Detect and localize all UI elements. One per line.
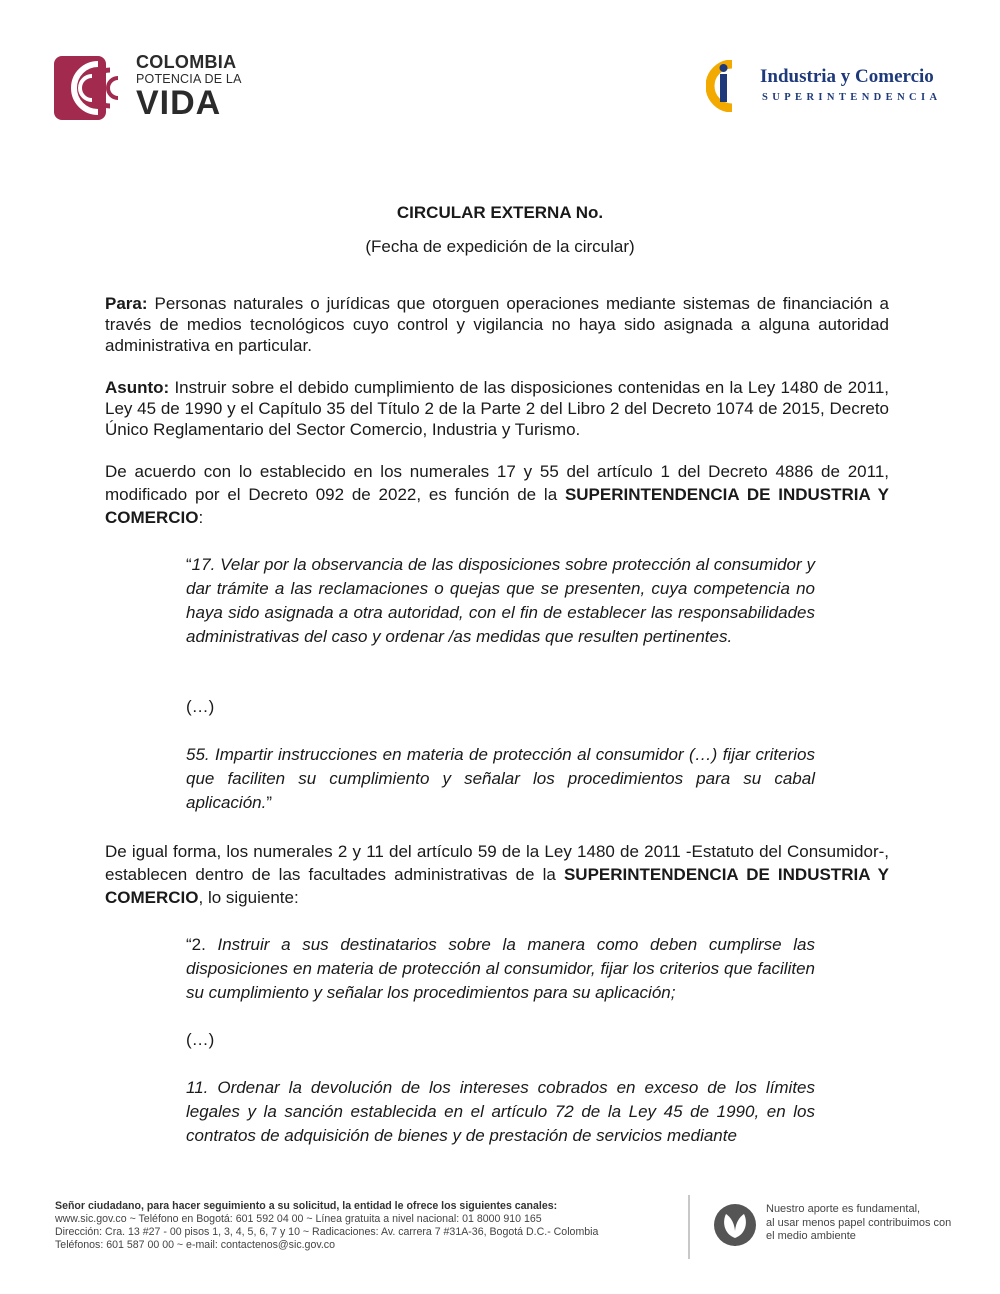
sic-logo-icon bbox=[706, 60, 756, 112]
quote-2-text: Instruir a sus destinatarios sobre la manera como deben cumplirse las disposiciones en materia de protección al consumidor, fijar los criterios que faciliten su cumplimiento y señalar los procedimientos para su aplicación; bbox=[186, 935, 815, 1002]
quote-55-text: 55. Impartir instrucciones en materia de protección al consumidor (…) fijar criterios que faciliten su cumplimiento y señalar los procedimientos para su cabal aplicación. bbox=[186, 745, 815, 812]
quote-2 bbox=[186, 933, 815, 1005]
quote-11 bbox=[186, 1076, 815, 1148]
footer-eco-message bbox=[766, 1203, 951, 1244]
colombia-potencia-de-la-vida-logo bbox=[54, 52, 254, 124]
paragraph-2-bold: SUPERINTENDENCIA DE INDUSTRIA Y COMERCIO bbox=[105, 865, 889, 907]
asunto-paragraph bbox=[105, 377, 889, 440]
footer-contact bbox=[55, 1200, 598, 1252]
ellipsis-1: (…) bbox=[186, 697, 215, 716]
document-title: CIRCULAR EXTERNA No. bbox=[396, 203, 604, 222]
eco-line-2: al usar menos papel contribuimos con bbox=[766, 1216, 952, 1229]
footer-divider bbox=[688, 1195, 690, 1259]
colombia-logo-line1: COLOMBIA bbox=[136, 52, 237, 72]
footer-line-2: Dirección: Cra. 13 #27 - 00 pisos 1, 3, 4, 5, 6, 7 y 10 ~ Radicaciones: Av. carrera 7 #31A-36, Bogotá D.C.- Colombia bbox=[55, 1226, 599, 1238]
paragraph-2-text: De igual forma, los numerales 2 y 11 del artículo 59 de la Ley 1480 de 2011 -Estatuto del Consumidor-, establecen dentro de las facultades administrativas de la bbox=[105, 842, 889, 884]
paragraph-1-bold: SUPERINTENDENCIA DE INDUSTRIA Y COMERCIO bbox=[105, 485, 889, 527]
colombia-logo-line2: POTENCIA DE LA bbox=[136, 72, 242, 86]
eco-line-1: Nuestro aporte es fundamental, bbox=[766, 1203, 921, 1215]
quote-55-close: ” bbox=[266, 793, 272, 812]
sic-logo-line1: Industria y Comercio bbox=[760, 66, 934, 87]
colombia-logo-line3: VIDA bbox=[136, 84, 222, 122]
eco-line-3: el medio ambiente bbox=[766, 1230, 856, 1242]
footer-line-1: www.sic.gov.co ~ Teléfono en Bogotá: 601 592 04 00 ~ Línea gratuita a nivel nacional: 01 8000 910 165 bbox=[55, 1213, 542, 1225]
paragraph-2-end: , lo siguiente: bbox=[198, 888, 299, 907]
colombia-logo-icon bbox=[54, 56, 124, 120]
footer-line-3: Teléfonos: 601 587 00 00 ~ e-mail: contactenos@sic.gov.co bbox=[55, 1239, 335, 1251]
para-text: Personas naturales o jurídicas que otorguen operaciones mediante sistemas de financiación a través de medios tecnológicos cuyo control y vigilancia no haya sido asignada a alguna autoridad administrativa en particular. bbox=[105, 294, 889, 355]
paragraph-1-end: : bbox=[198, 508, 204, 527]
para-paragraph bbox=[105, 293, 889, 356]
environment-leaf-icon bbox=[712, 1202, 758, 1254]
sic-logo-line2: SUPERINTENDENCIA bbox=[762, 92, 942, 103]
quote-17-text: 17. Velar por la observancia de las disposiciones sobre protección al consumidor y dar trámite a las reclamaciones o quejas que se presenten, cuya competencia no haya sido asignada a otra autoridad, con el fin de establecer las responsabilidades administrativas del caso y ordenar /as medidas que resulten pertinentes. bbox=[186, 555, 815, 646]
quote-55 bbox=[186, 743, 815, 815]
quote-2-open: “2. bbox=[186, 935, 206, 954]
quote-17-open: “ bbox=[186, 555, 192, 574]
paragraph-1 bbox=[105, 460, 889, 529]
footer-heading: Señor ciudadano, para hacer seguimiento a su solicitud, la entidad le ofrece los siguientes canales: bbox=[55, 1200, 558, 1212]
asunto-text: Instruir sobre el debido cumplimiento de las disposiciones contenidas en la Ley 1480 de 2011, Ley 45 de 1990 y el Capítulo 35 del Título 2 de la Parte 2 del Libro 2 del Decreto 1074 de 2015, Decreto Único Reglamentario del Sector Comercio, Industria y Turismo. bbox=[105, 378, 889, 439]
quote-17 bbox=[186, 553, 815, 649]
paragraph-1-text: De acuerdo con lo establecido en los numerales 17 y 55 del artículo 1 del Decreto 4886 de 2011, modificado por el Decreto 092 de 2022, es función de la bbox=[105, 462, 889, 504]
paragraph-2 bbox=[105, 840, 889, 909]
document-subtitle: (Fecha de expedición de la circular) bbox=[365, 237, 635, 256]
ellipsis-2: (…) bbox=[186, 1030, 215, 1049]
sic-logo bbox=[706, 60, 952, 114]
asunto-label: Asunto: bbox=[105, 378, 170, 397]
para-label: Para: bbox=[105, 294, 148, 313]
quote-11-text: 11. Ordenar la devolución de los intereses cobrados en exceso de los límites legales y la sanción establecida en el artículo 72 de la Ley 45 de 1990, en los contratos de adquisición de bienes y de prestación de servicios mediante bbox=[186, 1078, 815, 1145]
